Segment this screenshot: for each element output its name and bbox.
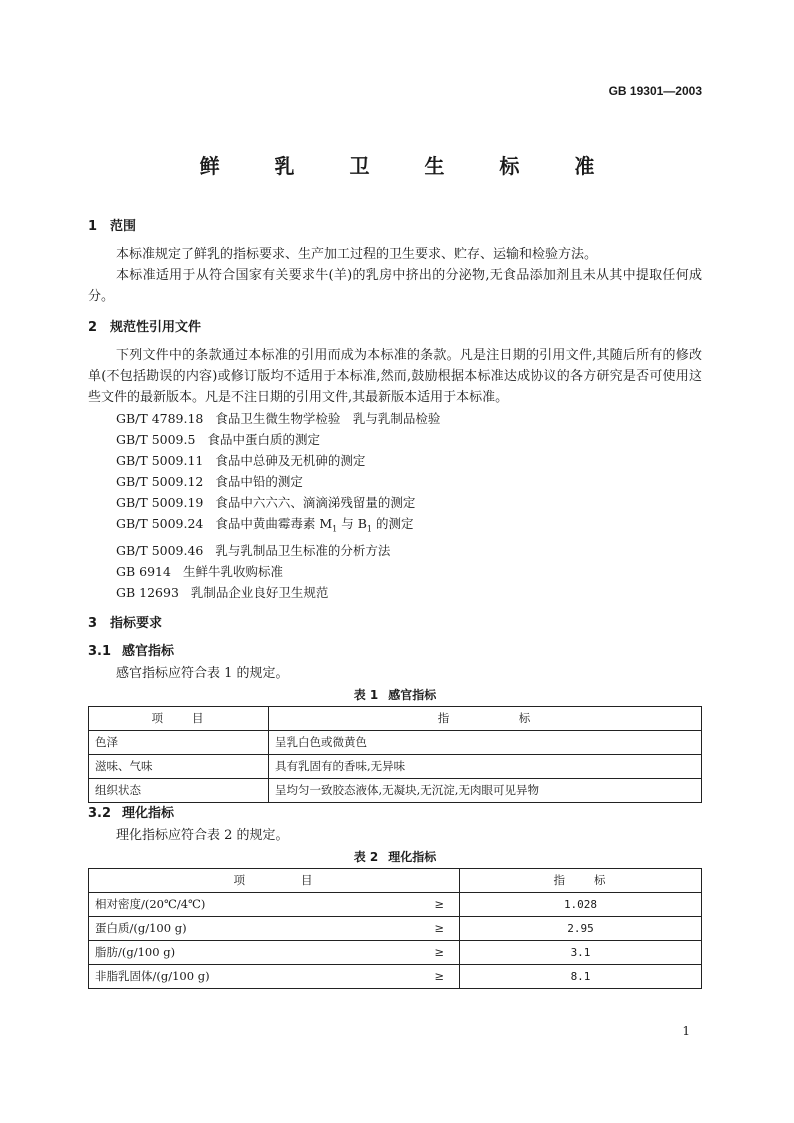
physicochemical-paragraph: 理化指标应符合表 2 的规定。 xyxy=(116,827,289,843)
subsection-title: 感官指标 xyxy=(122,643,175,659)
cell-item: 色泽 xyxy=(89,730,269,754)
cell-item: 脂肪/(g/100 g) xyxy=(89,940,420,964)
reference-item xyxy=(116,561,702,582)
table-row xyxy=(89,964,702,988)
cell-item: 滋味、气味 xyxy=(89,754,269,778)
header-item: 项 目 xyxy=(89,706,269,730)
cell-item: 非脂乳固体/(g/100 g) xyxy=(89,964,420,988)
reference-item xyxy=(116,471,702,492)
cell-comparator: ≥ xyxy=(420,940,460,964)
reference-code: GB/T 4789.18 xyxy=(116,411,204,426)
cell-value: 8.1 xyxy=(460,964,702,988)
reference-title: 乳与乳制品卫生标准的分析方法 xyxy=(215,542,391,558)
physicochemical-table xyxy=(88,868,702,989)
table-header-row xyxy=(89,868,702,892)
table-number: 表 2 xyxy=(353,849,379,864)
section-title: 范围 xyxy=(110,219,137,234)
cell-comparator: ≥ xyxy=(420,916,460,940)
reference-code: GB/T 5009.24 xyxy=(116,516,204,531)
reference-title: 食品中六六六、滴滴涕残留量的测定 xyxy=(215,495,416,510)
reference-item xyxy=(116,450,702,471)
reference-item xyxy=(116,492,702,513)
reference-item xyxy=(116,429,702,450)
reference-code: GB/T 5009.11 xyxy=(116,453,204,468)
reference-title: 乳制品企业良好卫生规范 xyxy=(190,584,329,600)
reference-title: 食品中总砷及无机砷的测定 xyxy=(215,453,366,468)
cell-item: 相对密度/(20℃/4℃) xyxy=(89,892,420,916)
subsection-title: 理化指标 xyxy=(122,805,175,821)
section-title: 指标要求 xyxy=(110,615,163,631)
document-body xyxy=(88,216,702,989)
table-row xyxy=(89,892,702,916)
cell-item: 组织状态 xyxy=(89,778,269,802)
reference-item xyxy=(116,408,702,429)
subsection-3-2-heading xyxy=(88,803,702,825)
cell-item: 蛋白质/(g/100 g) xyxy=(89,916,420,940)
scope-paragraph-1: 本标准规定了鲜乳的指标要求、生产加工过程的卫生要求、贮存、运输和检验方法。 xyxy=(116,247,598,262)
table-1-caption xyxy=(88,684,702,706)
header-item: 项 目 xyxy=(89,868,460,892)
cell-value: 2.95 xyxy=(460,916,702,940)
section-number: 2 xyxy=(88,320,98,335)
page-number: 1 xyxy=(682,1024,690,1038)
section-2-heading xyxy=(88,317,702,339)
table-title: 理化指标 xyxy=(388,849,437,864)
reference-code: GB 6914 xyxy=(116,563,171,579)
section-number: 3 xyxy=(88,615,98,631)
reference-title: 食品中蛋白质的测定 xyxy=(207,432,320,447)
cell-comparator: ≥ xyxy=(420,892,460,916)
table-row xyxy=(89,730,702,754)
cell-indicator: 呈乳白色或微黄色 xyxy=(269,730,702,754)
section-3-heading xyxy=(88,613,702,635)
table-row xyxy=(89,778,702,802)
reference-title: 食品中黄曲霉毒素 $M_1$ 与 $B_1$ 的测定 xyxy=(215,516,414,534)
table-title: 感官指标 xyxy=(388,687,437,702)
sensory-table xyxy=(88,706,702,803)
header-indicator: 指 标 xyxy=(269,706,702,730)
reference-code: GB/T 5009.12 xyxy=(116,474,204,489)
header-indicator: 指 标 xyxy=(460,868,702,892)
reference-item xyxy=(116,582,702,603)
table-row xyxy=(89,916,702,940)
section-title: 规范性引用文件 xyxy=(110,320,202,335)
reference-code: GB 12693 xyxy=(116,584,179,600)
cell-indicator: 具有乳固有的香味,无异味 xyxy=(269,754,702,778)
document-code: GB 19301—2003 xyxy=(608,84,702,98)
table-2-caption xyxy=(88,846,702,868)
table-number: 表 1 xyxy=(353,687,379,702)
reference-title: 生鲜牛乳收购标准 xyxy=(182,563,283,579)
reference-item xyxy=(116,540,702,561)
reference-code: GB/T 5009.19 xyxy=(116,495,204,510)
subsection-3-1-heading xyxy=(88,641,702,663)
section-number: 1 xyxy=(88,219,98,234)
section-1-heading xyxy=(88,216,702,238)
reference-code: GB/T 5009.5 xyxy=(116,432,196,447)
reference-code: GB/T 5009.46 xyxy=(116,542,204,558)
table-header-row xyxy=(89,706,702,730)
table-row xyxy=(89,754,702,778)
cell-indicator: 呈均匀一致胶态液体,无凝块,无沉淀,无肉眼可见异物 xyxy=(269,778,702,802)
references-paragraph: 下列文件中的条款通过本标准的引用而成为本标准的条款。凡是注日期的引用文件,其随后所有的修改单(不包括勘误的内容)或修订版均不适用于本标准,然而,鼓励根据本标准达成协议的各方研究是否可使用这些文件的最新版本。凡是不注日期的引用文件,其最新版本适用于本标准。 xyxy=(88,348,702,405)
cell-value: 3.1 xyxy=(460,940,702,964)
subsection-number: 3.1 xyxy=(88,643,112,659)
scope-paragraph-2: 本标准适用于从符合国家有关要求牛(羊)的乳房中挤出的分泌物,无食品添加剂且未从其中提取任何成分。 xyxy=(88,268,702,304)
subsection-number: 3.2 xyxy=(88,805,112,821)
page-title: 鲜 乳 卫 生 标 准 xyxy=(199,154,619,178)
cell-comparator: ≥ xyxy=(420,964,460,988)
cell-value: 1.028 xyxy=(460,892,702,916)
sensory-paragraph: 感官指标应符合表 1 的规定。 xyxy=(116,665,289,681)
table-row xyxy=(89,940,702,964)
reference-title: 食品卫生微生物学检验 乳与乳制品检验 xyxy=(215,411,441,426)
reference-title: 食品中铅的测定 xyxy=(215,474,303,489)
reference-item xyxy=(116,513,702,540)
